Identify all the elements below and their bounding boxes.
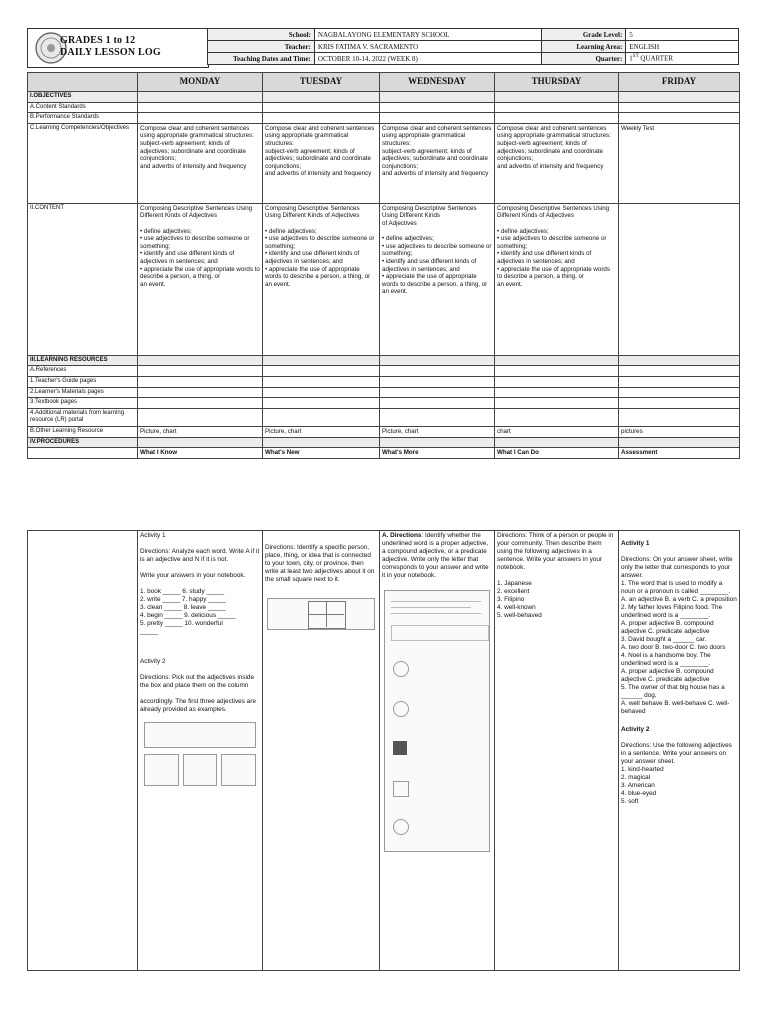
content-tuesday: Composing Descriptive Sentences Using Different Kinds of Adjectives • define adjectives; • use adjectives to describe someone or something; • identify and use different kinds of adjectives in sentences; and • appreciate the use of appropriate words to describe a person, a thing, or an event. [263, 203, 380, 355]
other-friday: pictures [619, 426, 740, 437]
wed-directions-label: A. Directions [382, 532, 422, 539]
fri-activity1-title: Activity 1 [621, 540, 650, 547]
corner-cell [28, 73, 138, 92]
adjective-box-image [144, 722, 256, 748]
quarter-label: Quarter: [542, 53, 626, 65]
other-wednesday: Picture, chart [380, 426, 495, 437]
activities-tuesday [263, 531, 380, 971]
row-textbook-pages: 3.Textbook pages [28, 398, 138, 409]
day-header-row [28, 73, 740, 92]
school-label: School: [208, 29, 315, 41]
row-performance-standards: B.Performance Standards [28, 113, 138, 124]
row-additional-materials: 4.Additional materials from learning resource (LR) portal [28, 408, 138, 426]
area-label: Learning Area: [542, 41, 626, 53]
table-row [28, 366, 740, 377]
competency-monday: Compose clear and coherent sentences using appropriate grammatical structures: subject-verb agreement; kinds of adjectives; subordinate and coordinate conjunctions; and adverbs of intensity and frequency [138, 123, 263, 203]
fri-activity2-text: Directions: Use the following adjectives in a sentence. Write your answers on your answer sheet. 1. kind-hearted 2. magical 3. American 4. blue-eyed 5. soft [621, 742, 732, 805]
table-row [28, 376, 740, 387]
row-procedures: IV.PROCEDURES [28, 437, 138, 448]
table-row [28, 531, 740, 971]
mon-activity2-title: Activity 2 [140, 658, 166, 665]
town-squares-image [267, 598, 375, 630]
title-line-2: DAILY LESSON LOG [60, 47, 161, 58]
title-line-1: GRADES 1 to 12 [60, 35, 136, 46]
table-row [28, 113, 740, 124]
document-title [60, 35, 161, 59]
area-value: ENGLISH [626, 41, 739, 53]
procedure-label-cell [28, 531, 138, 971]
competency-thursday: Compose clear and coherent sentences using appropriate grammatical structures: subject-verb agreement; kinds of adjectives; subordinate and coordinate conjunctions; and adverbs of intensity and frequency [495, 123, 619, 203]
content-monday: Composing Descriptive Sentences Using Different Kinds of Adjectives • define adjectives; • use adjectives to describe someone or something; • identify and use different kinds of adjectives in sentences; and • appreciate the use of appropriate words to describe a person, a thing, or an event. [138, 203, 263, 355]
header [27, 28, 739, 68]
adjective-columns-image [144, 754, 256, 786]
day-thursday: THURSDAY [495, 73, 619, 92]
other-monday: Picture, chart [138, 426, 263, 437]
table-row [28, 203, 740, 355]
mon-activity2-text: Directions: Pick out the adjectives inside the box and place them on the column accordingly. The first three adjectives are already provided as examples. [140, 674, 256, 713]
row-tg-pages: 1.Teacher's Guide pages [28, 376, 138, 387]
phase-wednesday: What's More [380, 448, 495, 459]
grade-label: Grade Level: [542, 29, 626, 41]
header-info-table [207, 28, 739, 65]
quarter-suffix: ST [632, 54, 639, 60]
table-row [28, 437, 740, 448]
teacher-label: Teacher: [208, 41, 315, 53]
day-wednesday: WEDNESDAY [380, 73, 495, 92]
table-row [28, 92, 740, 103]
table-row [28, 426, 740, 437]
teacher-value: KRIS FATIMA V. SACRAMENTO [314, 41, 542, 53]
row-references: A.References [28, 366, 138, 377]
table-row [28, 102, 740, 113]
competency-wednesday: Compose clear and coherent sentences using appropriate grammatical structures: subject-verb agreement; kinds of adjectives; subordinate and coordinate conjunctions; and adverbs of intensity and frequency [380, 123, 495, 203]
competency-tuesday: Compose clear and coherent sentences using appropriate grammatical structures: subject-verb agreement; kinds of adjectives; subordinate and coordinate conjunctions; and adverbs of intensity and frequency [263, 123, 380, 203]
content-thursday: Composing Descriptive Sentences Using Different Kinds of Adjectives • define adjectives; • use adjectives to describe someone or something; • identify and use different kinds of adjectives in sentences; and • appreciate the use of appropriate words to describe a person, a thing, or an event. [495, 203, 619, 355]
lesson-table [27, 72, 740, 459]
other-thursday: chart [495, 426, 619, 437]
phase-monday: What I Know [138, 448, 263, 459]
procedures-table [27, 530, 740, 971]
other-tuesday: Picture, chart [263, 426, 380, 437]
dates-label: Teaching Dates and Time: [208, 53, 315, 65]
tue-directions: Directions: Identify a specific person, place, thing, or idea that is connected to your town, city, or province, then write at least two adjectives about it on the small square next to it. [265, 544, 375, 583]
content-wednesday: Composing Descriptive Sentences Using Different Kinds of Adjectives • define adjectives; • use adjectives to describe someone or something; • identify and use different kinds of adjectives in sentences; and • appreciate the use of appropriate words to describe a person, a thing, or an event. [380, 203, 495, 355]
wed-directions-text: : Identify whether the underlined word is a proper adjective, a compound adjective, or a predicate adjective. Write only the letter that corresponds to your answer and write it in your notebook. [382, 532, 489, 579]
mon-activity1-title: Activity 1 [140, 532, 166, 539]
mon-activity1-text: Directions: Analyze each word. Write A if it is an adjective and N if it is not. Write your answers in your notebook. 1. book _____ 6. study _____ 2. write _____ 7. happy _____ 3. clean _____ 8. leave _____ 4. begin _____ 9. delicious _____ 5. pretty _____ 10. wonderful _____ [140, 548, 260, 635]
dates-value: OCTOBER 10-14, 2022 (WEEK 8) [314, 53, 542, 65]
row-content: II.CONTENT [28, 203, 138, 355]
row-competencies: C.Learning Competencies/Objectives [28, 123, 138, 203]
phase-tuesday: What's New [263, 448, 380, 459]
row-resources: III.LEARNING RESOURCES [28, 355, 138, 366]
table-row [28, 123, 740, 203]
day-tuesday: TUESDAY [263, 73, 380, 92]
content-friday [619, 203, 740, 355]
table-row [28, 448, 740, 459]
table-row [28, 355, 740, 366]
activities-thursday: Directions: Think of a person or people in your community. Then describe them using the following adjectives in a sentence. Write your answers in your notebook. 1. Japanese 2. excellent 3. Filipino 4. well-known 5. well-behaved [495, 531, 619, 971]
quarter-value [626, 53, 739, 65]
wed-directions [382, 532, 492, 580]
row-other-resource: B.Other Learning Resource [28, 426, 138, 437]
activities-wednesday [380, 531, 495, 971]
phase-thursday: What I Can Do [495, 448, 619, 459]
worksheet-image [384, 590, 490, 852]
title-box [27, 28, 209, 68]
fri-activity2-title: Activity 2 [621, 726, 650, 733]
grade-value: 5 [626, 29, 739, 41]
table-row [28, 387, 740, 398]
quarter-word: QUARTER [638, 54, 674, 63]
phase-friday: Assessment [619, 448, 740, 459]
school-value: NAGBALAYONG ELEMENTARY SCHOOL [314, 29, 542, 41]
row-content-standards: A.Content Standards [28, 102, 138, 113]
row-objectives: I.OBJECTIVES [28, 92, 138, 103]
activities-monday [138, 531, 263, 971]
activities-friday [619, 531, 740, 971]
table-row [28, 408, 740, 426]
quarter-number: 1 [629, 54, 633, 63]
fri-activity1-text: Directions: On your answer sheet, write only the letter that corresponds to your answer. 1. The word that is used to modify a noun or a pronoun is called ________. A. an adjective B. a verb C. a preposition 2. My father loves Filipino food. The underlined word is a ________. A. proper adjective B. compound adjective C. predicate adjective 3. David bought a ______ car. A. two door B. two-door C. two doors 4. Noel is a handsome boy. The underlined word is a ________. A. proper adjective B. compound adjective C. predicate adjective 5. The owner of that big house has a ______ dog. A. well behave B. well-behave C. well-behaved [621, 556, 737, 715]
table-row [28, 398, 740, 409]
day-friday: FRIDAY [619, 73, 740, 92]
row-lm-pages: 2.Learner's Materials pages [28, 387, 138, 398]
competency-friday: Weekly Test [619, 123, 740, 203]
day-monday: MONDAY [138, 73, 263, 92]
